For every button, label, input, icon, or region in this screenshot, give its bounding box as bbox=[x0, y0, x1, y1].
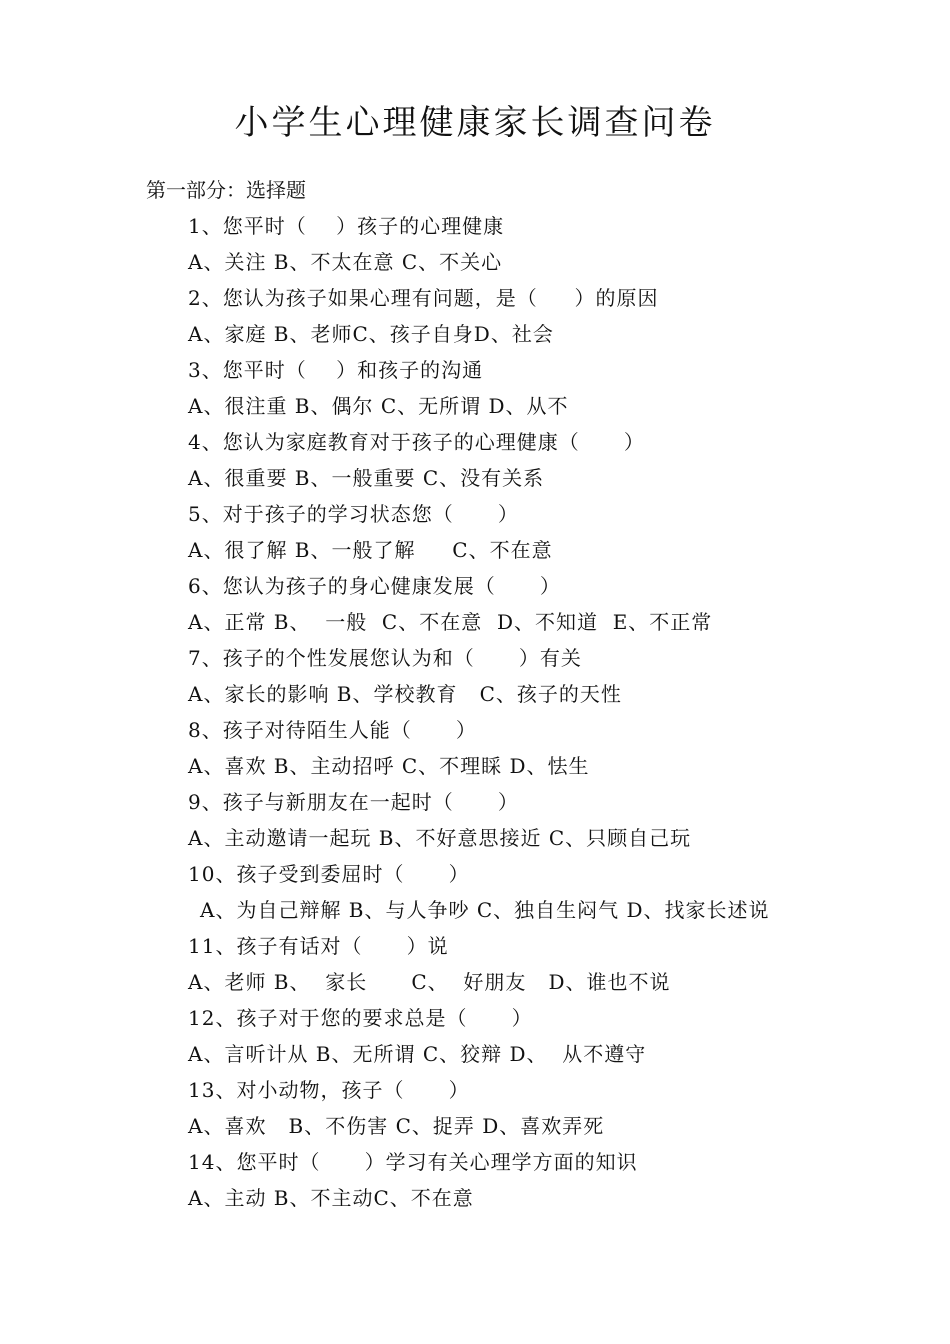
question-text: 10、孩子受到委屈时（ ） bbox=[188, 862, 470, 886]
question-item bbox=[188, 280, 888, 352]
question-text: 3、您平时（ ）和孩子的沟通 bbox=[188, 358, 484, 382]
question-item bbox=[188, 352, 888, 424]
document-title: 小学生心理健康家长调查问卷 bbox=[234, 103, 716, 143]
section-heading: 第一部分：选择题 bbox=[146, 178, 306, 202]
question-text: 1、您平时（ ）孩子的心理健康 bbox=[188, 214, 505, 238]
question-item bbox=[188, 496, 888, 568]
question-text: 6、您认为孩子的身心健康发展（ ） bbox=[188, 574, 561, 598]
answer-options: A、老师 B、 家长 C、 好朋友 D、谁也不说 bbox=[188, 970, 671, 994]
question-text: 2、您认为孩子如果心理有问题，是（ ）的原因 bbox=[188, 286, 659, 310]
answer-options: A、关注 B、不太在意 C、不关心 bbox=[188, 250, 503, 274]
question-item bbox=[188, 208, 888, 280]
question-item bbox=[188, 1072, 888, 1144]
question-text: 13、对小动物，孩子（ ） bbox=[188, 1078, 470, 1102]
question-text: 11、孩子有话对（ ）说 bbox=[188, 934, 449, 958]
answer-options: A、喜欢 B、不伤害 C、捉弄 D、喜欢弄死 bbox=[188, 1114, 605, 1138]
answer-options: A、家庭 B、老师C、孩子自身D、社会 bbox=[188, 322, 554, 346]
question-item bbox=[188, 1144, 888, 1216]
answer-options: A、很注重 B、偶尔 C、无所谓 D、从不 bbox=[188, 394, 569, 418]
answer-options: A、喜欢 B、主动招呼 C、不理睬 D、怯生 bbox=[188, 754, 590, 778]
question-text: 9、孩子与新朋友在一起时（ ） bbox=[188, 790, 519, 814]
question-item bbox=[188, 784, 888, 856]
answer-options: A、正常 B、 一般 C、不在意 D、不知道 E、不正常 bbox=[188, 610, 713, 634]
question-text: 12、孩子对于您的要求总是（ ） bbox=[188, 1006, 533, 1030]
answer-options: A、很了解 B、一般了解 C、不在意 bbox=[188, 538, 553, 562]
question-text: 14、您平时（ ）学习有关心理学方面的知识 bbox=[188, 1150, 638, 1174]
question-list bbox=[188, 208, 888, 1216]
answer-options: A、很重要 B、一般重要 C、没有关系 bbox=[188, 466, 545, 490]
question-item bbox=[188, 928, 888, 1000]
question-text: 4、您认为家庭教育对于孩子的心理健康（ ） bbox=[188, 430, 645, 454]
question-text: 8、孩子对待陌生人能（ ） bbox=[188, 718, 477, 742]
answer-options: A、言听计从 B、无所谓 C、狡辩 D、 从不遵守 bbox=[188, 1042, 647, 1066]
answer-options: A、主动邀请一起玩 B、不好意思接近 C、只顾自己玩 bbox=[188, 826, 692, 850]
answer-options: A、为自己辩解 B、与人争吵 C、独自生闷气 D、找家长述说 bbox=[200, 898, 770, 922]
question-item bbox=[188, 640, 888, 712]
answer-options: A、主动 B、不主动C、不在意 bbox=[188, 1186, 474, 1210]
question-text: 5、对于孩子的学习状态您（ ） bbox=[188, 502, 519, 526]
question-item bbox=[188, 712, 888, 784]
question-item bbox=[188, 568, 888, 640]
question-item bbox=[188, 424, 888, 496]
question-text: 7、孩子的个性发展您认为和（ ）有关 bbox=[188, 646, 582, 670]
answer-options: A、家长的影响 B、学校教育 C、孩子的天性 bbox=[188, 682, 622, 706]
question-item bbox=[188, 1000, 888, 1072]
question-item bbox=[188, 856, 888, 928]
